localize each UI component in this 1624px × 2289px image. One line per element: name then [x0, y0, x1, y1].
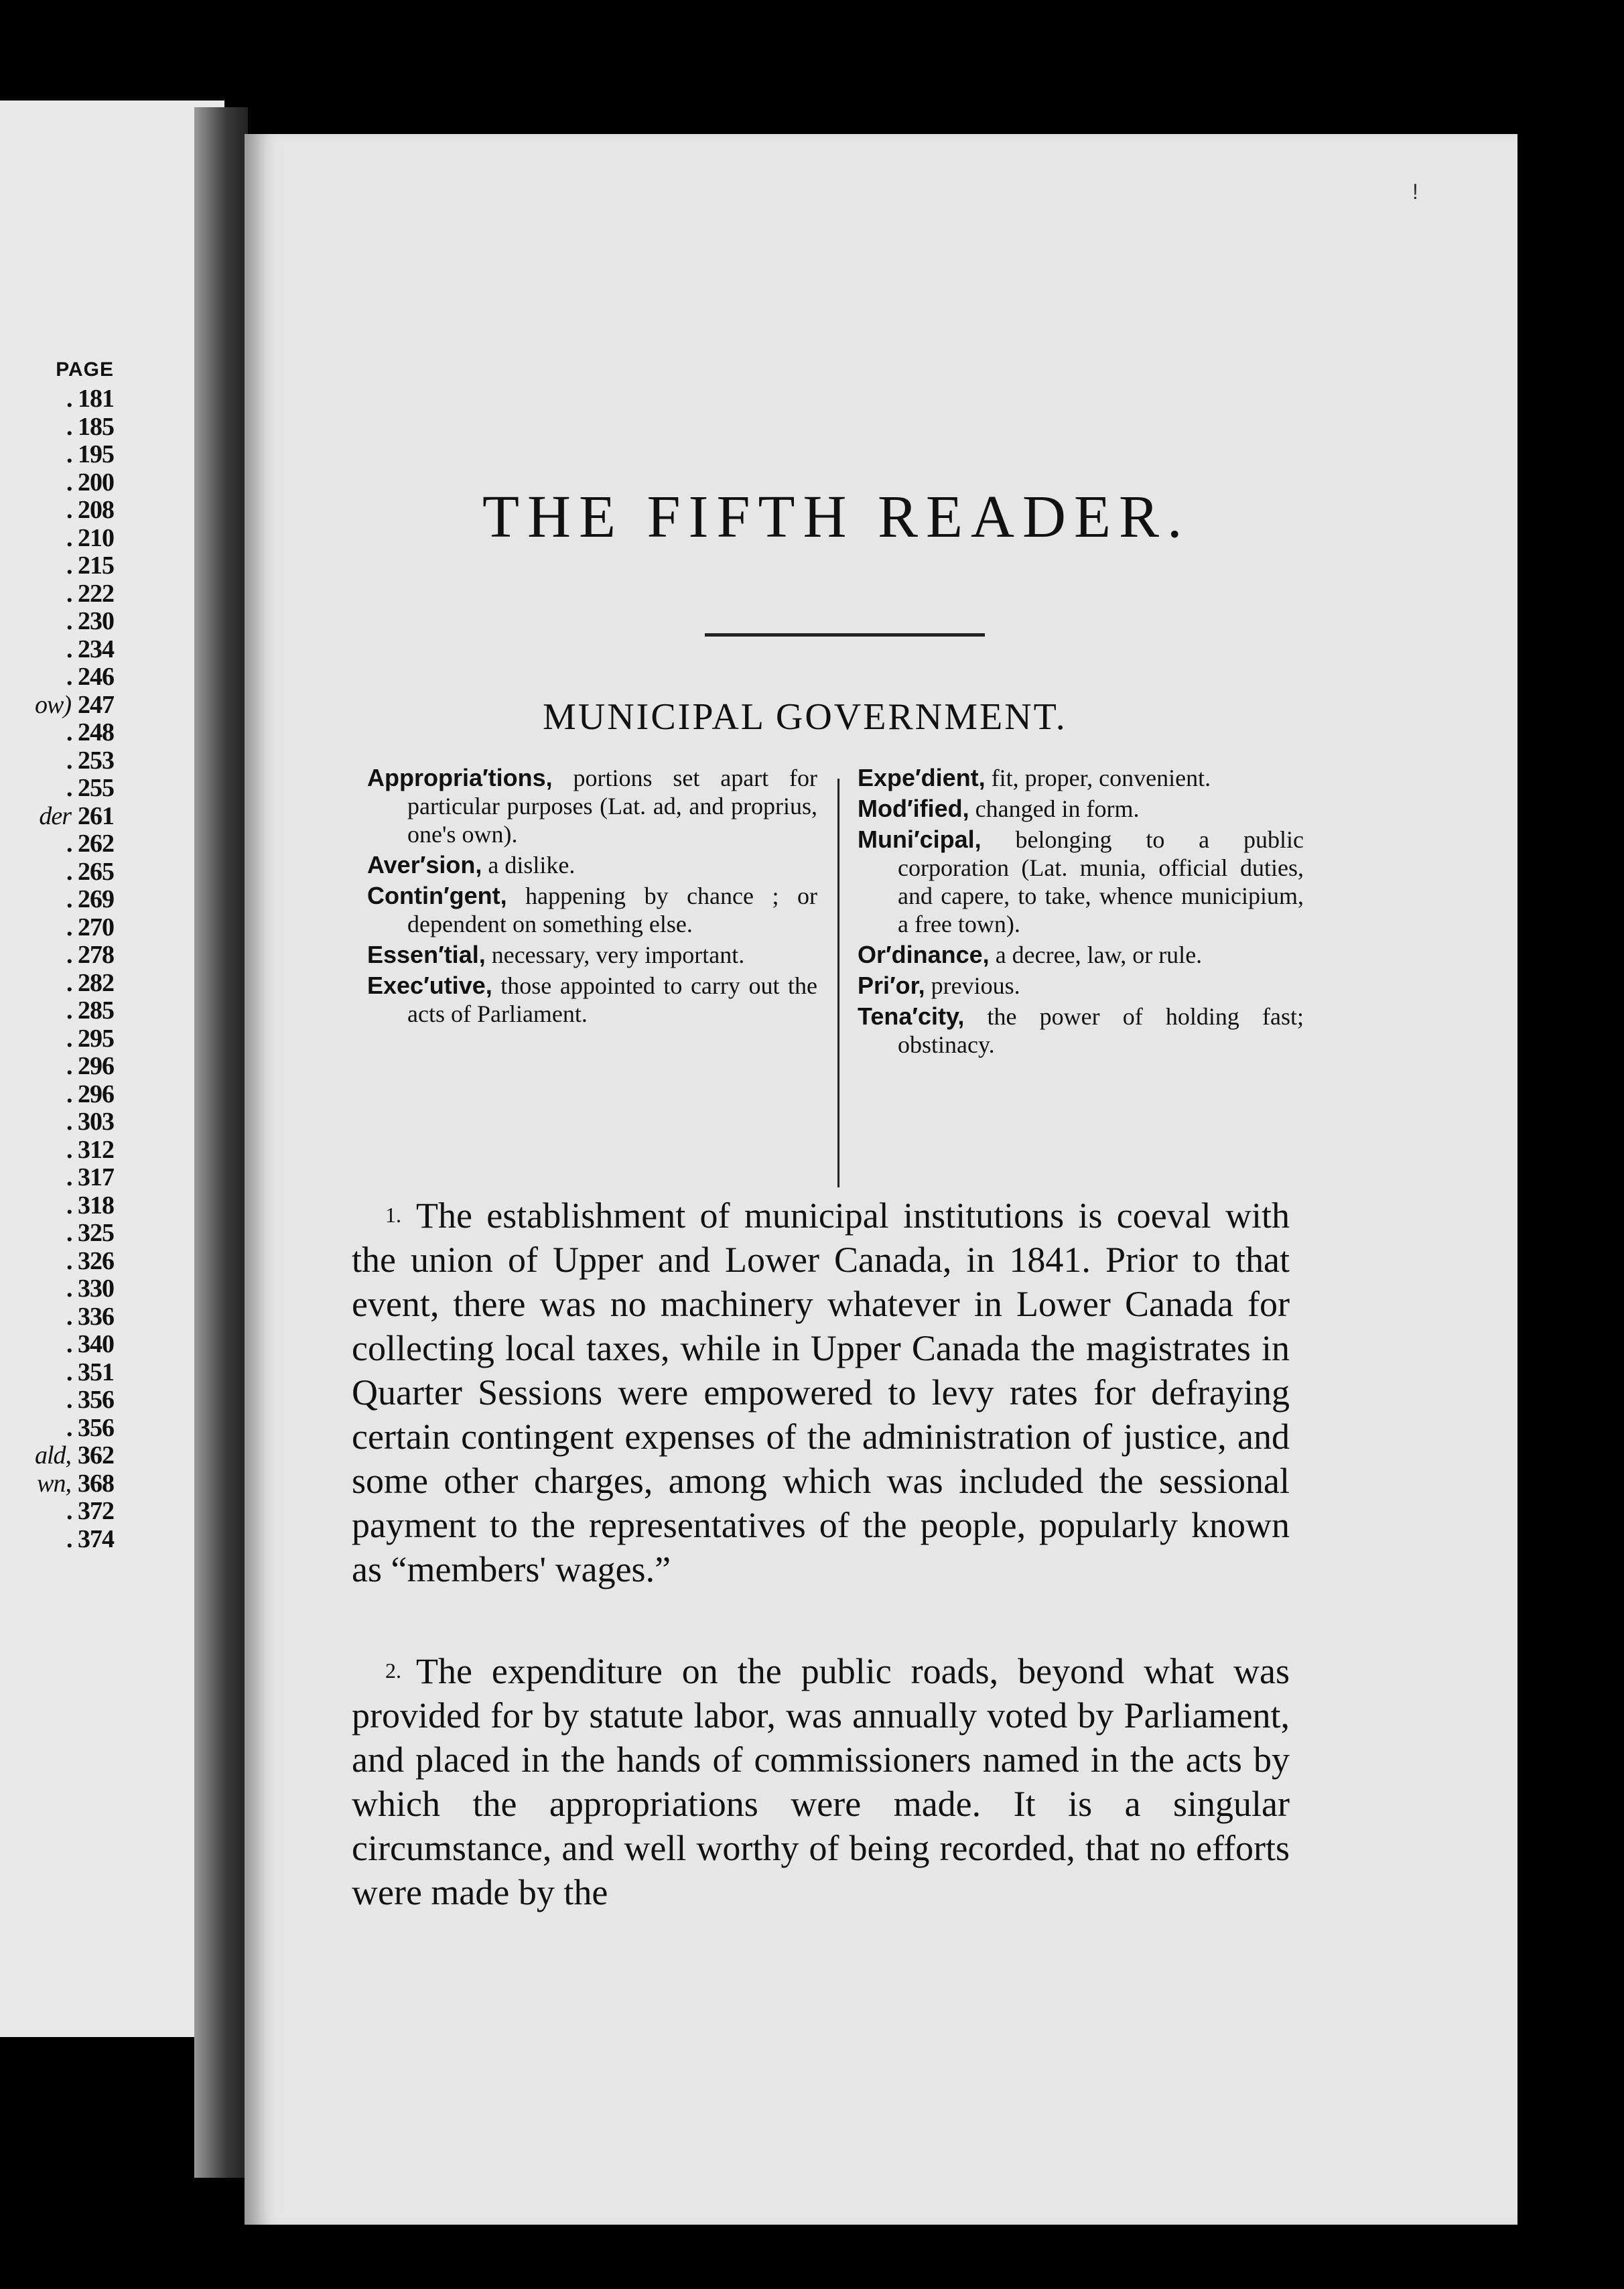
contents-page-number: 255 [78, 774, 114, 802]
contents-page-number: 222 [78, 579, 114, 608]
contents-page-number: 181 [78, 385, 114, 413]
vocabulary-column-right [858, 764, 1304, 1061]
vocabulary-term: Or′dinance, [858, 941, 990, 968]
leader-dot: . [66, 1302, 78, 1331]
contents-page-number: 295 [78, 1024, 114, 1053]
contents-page-number: 234 [78, 635, 114, 663]
book-gutter-shadow [194, 107, 248, 2178]
contents-page-number: 303 [78, 1108, 114, 1136]
contents-entry [0, 441, 114, 469]
vocabulary-entry [858, 1002, 1304, 1059]
contents-page-number: 270 [78, 913, 114, 941]
contents-page-number: 368 [78, 1469, 114, 1498]
contents-page-number: 362 [78, 1441, 114, 1469]
contents-page-number: 261 [78, 801, 114, 830]
paragraph-1 [352, 1193, 1290, 1591]
contents-entry [0, 1498, 114, 1526]
contents-entry [0, 1275, 114, 1303]
contents-entry [0, 886, 114, 914]
vocabulary-definition: happening by chance ; or dependent on something else. [407, 882, 817, 937]
leader-dot: . [66, 1163, 78, 1191]
leader-dot: . [66, 385, 78, 413]
leader-dot: . [66, 1246, 78, 1275]
leader-dot: . [66, 607, 78, 635]
contents-entry [0, 914, 114, 942]
contents-entry [0, 997, 114, 1025]
contents-entry [0, 1415, 114, 1443]
contents-entry [0, 1081, 114, 1109]
contents-page-number: 336 [78, 1302, 114, 1331]
leader-dot: . [66, 1358, 78, 1386]
contents-entry [0, 1136, 114, 1165]
vocabulary-term: Appropria′tions, [367, 764, 553, 791]
contents-page-number: 208 [78, 496, 114, 524]
contents-entry [0, 385, 114, 413]
contents-page-number: 215 [78, 551, 114, 580]
vocabulary-entry [858, 972, 1304, 1000]
vocabulary-definition: fit, proper, convenient. [985, 765, 1211, 791]
vocabulary-definition: necessary, very important. [485, 941, 745, 968]
contents-entry [0, 1359, 114, 1387]
contents-page-number: 248 [78, 718, 114, 746]
leader-dot: . [66, 1274, 78, 1303]
contents-entry [0, 1025, 114, 1053]
contents-entry [0, 1248, 114, 1276]
leader-dot: . [66, 412, 78, 441]
leader-dot: . [66, 523, 78, 552]
page-speck: ! [1412, 180, 1418, 204]
contents-entry [0, 1331, 114, 1359]
contents-page-number: 330 [78, 1274, 114, 1303]
contents-page-number: 265 [78, 857, 114, 886]
contents-entry [0, 803, 114, 831]
leader-dot: . [66, 996, 78, 1025]
contents-page-number: 325 [78, 1219, 114, 1247]
contents-entry [0, 692, 114, 720]
title-rule [705, 633, 985, 637]
leader-dot: . [66, 663, 78, 691]
vocabulary-term: Contin′gent, [367, 882, 507, 909]
contents-entry-title-fragment: ow) [35, 690, 71, 719]
contents-page-header: PAGE [56, 358, 114, 381]
leader-dot: . [66, 941, 78, 969]
lesson-title: MUNICIPAL GOVERNMENT. [543, 696, 1067, 738]
contents-page-number: 374 [78, 1524, 114, 1553]
vocabulary-term: Pri′or, [858, 972, 925, 999]
leader-dot: . [66, 1135, 78, 1164]
vocabulary-term: Expe′dient, [858, 764, 986, 791]
leader-dot: . [66, 1524, 78, 1553]
contents-page-number: 278 [78, 941, 114, 969]
contents-entry-title-fragment: ald, [34, 1441, 71, 1469]
contents-page-number: 340 [78, 1330, 114, 1358]
vocabulary-column-left [367, 764, 817, 1031]
contents-page-number: 285 [78, 996, 114, 1025]
vocabulary-column-divider [837, 779, 839, 1187]
contents-entry [0, 1108, 114, 1136]
paragraph-number: 2. [385, 1658, 401, 1683]
leader-dot: . [66, 1024, 78, 1053]
leader-dot: . [66, 1330, 78, 1358]
contents-entry [0, 1220, 114, 1248]
contents-entry [0, 1386, 114, 1415]
contents-entry [0, 663, 114, 692]
contents-entry [0, 525, 114, 553]
contents-entry [0, 1164, 114, 1192]
leader-dot: . [66, 746, 78, 775]
leader-dot: . [66, 830, 78, 858]
contents-entry [0, 497, 114, 525]
leader-dot: . [66, 579, 78, 608]
vocabulary-definition: those appointed to carry out the acts of Parliament. [407, 972, 817, 1027]
vocabulary-entry [367, 941, 817, 969]
contents-entry [0, 1192, 114, 1220]
vocabulary-term: Tena′city, [858, 1002, 965, 1030]
book-title: THE FIFTH READER. [482, 484, 1191, 550]
leader-dot: . [66, 635, 78, 663]
contents-page-number: 247 [78, 690, 114, 719]
vocabulary-entry [858, 795, 1304, 823]
vocabulary-definition: a dislike. [482, 852, 576, 878]
vocabulary-term: Essen′tial, [367, 941, 486, 968]
contents-page-list [0, 385, 114, 1553]
contents-page-number: 317 [78, 1163, 114, 1191]
leader-dot: . [66, 774, 78, 802]
contents-page-number: 326 [78, 1246, 114, 1275]
leader-dot: . [66, 1497, 78, 1525]
contents-page-number: 318 [78, 1191, 114, 1220]
contents-entry [0, 608, 114, 636]
vocabulary-entry [367, 851, 817, 879]
vocabulary-definition: changed in form. [969, 795, 1140, 822]
vocabulary-definition: portions set apart for particular purposes (Lat. ad, and proprius, one's own). [407, 765, 817, 848]
contents-page-number: 195 [78, 440, 114, 468]
contents-page-number: 230 [78, 607, 114, 635]
leader-dot: . [66, 1052, 78, 1080]
contents-entry [0, 469, 114, 497]
vocabulary-entry [367, 972, 817, 1028]
leader-dot: . [66, 968, 78, 997]
vocabulary-entry [858, 826, 1304, 938]
contents-entry [0, 636, 114, 664]
leader-dot: . [66, 1080, 78, 1108]
vocabulary-entry [858, 764, 1304, 792]
leader-dot: . [66, 885, 78, 913]
leader-dot: . [66, 1413, 78, 1442]
vocabulary-term: Mod′ified, [858, 795, 969, 822]
contents-entry [0, 941, 114, 970]
contents-page-number: 185 [78, 412, 114, 441]
vocabulary-definition: previous. [925, 972, 1020, 999]
leader-dot: . [66, 718, 78, 746]
contents-entry-title-fragment: der [39, 801, 71, 830]
vocabulary-definition: belonging to a public corporation (Lat. munia, official duties, and capere, to take, whence municipium, a free town). [898, 826, 1304, 937]
contents-entry [0, 719, 114, 747]
contents-page-number: 246 [78, 663, 114, 691]
paragraph-2 [352, 1648, 1290, 1914]
contents-page-number: 269 [78, 885, 114, 913]
vocabulary-entry [367, 764, 817, 848]
leader-dot: . [66, 1219, 78, 1247]
contents-entry [0, 1303, 114, 1331]
contents-page-number: 282 [78, 968, 114, 997]
contents-entry [0, 858, 114, 887]
contents-entry [0, 1053, 114, 1081]
vocabulary-entry [858, 941, 1304, 969]
contents-page-number: 312 [78, 1135, 114, 1164]
contents-page-number: 356 [78, 1413, 114, 1442]
contents-page-number: 262 [78, 830, 114, 858]
leader-dot: . [66, 496, 78, 524]
contents-entry [0, 970, 114, 998]
contents-page-number: 356 [78, 1386, 114, 1414]
leader-dot: . [66, 1108, 78, 1136]
leader-dot: . [66, 440, 78, 468]
vocabulary-term: Aver′sion, [367, 851, 482, 878]
leader-dot: . [66, 468, 78, 497]
contents-page-number: 296 [78, 1052, 114, 1080]
vocabulary-definition: the power of holding fast; obstinacy. [898, 1003, 1304, 1058]
contents-entry [0, 747, 114, 775]
contents-page-number: 296 [78, 1080, 114, 1108]
leader-dot: . [66, 857, 78, 886]
contents-entry [0, 580, 114, 608]
paragraph-text: The expenditure on the public roads, beyond what was provided for by statute labor, was annually voted by Parliament, and placed in the hands of commissioners named in the acts by which the appropriations were made. It is a singular circumstance, and well worthy of being recorded, that no efforts were made by the [352, 1651, 1290, 1912]
contents-entry [0, 552, 114, 580]
contents-page-number: 351 [78, 1358, 114, 1386]
vocabulary-definition: a decree, law, or rule. [989, 941, 1203, 968]
paragraph-number: 1. [385, 1203, 401, 1227]
contents-entry [0, 1526, 114, 1554]
leader-dot: . [66, 913, 78, 941]
contents-page-number: 253 [78, 746, 114, 775]
leader-dot: . [66, 1386, 78, 1414]
vocabulary-term: Exec′utive, [367, 972, 492, 999]
leader-dot: . [66, 551, 78, 580]
paragraph-text: The establishment of municipal institutions is coeval with the union of Upper and Lower Canada, in 1841. Prior to that event, there was no machinery whatever in Lower Canada for collecting local taxes, while in Upper Canada the magistrates in Quarter Sessions were empowered to levy rates for defraying certain contingent expenses of the administration of justice, and some other charges, among which was included the sessional payment to the representatives of the people, popularly known as “members' wages.” [352, 1195, 1290, 1589]
vocabulary-term: Muni′cipal, [858, 826, 982, 853]
contents-page-number: 210 [78, 523, 114, 552]
contents-entry [0, 1442, 114, 1470]
contents-entry [0, 413, 114, 442]
leader-dot: . [66, 1191, 78, 1220]
contents-entry [0, 775, 114, 803]
vocabulary-entry [367, 882, 817, 938]
contents-entry [0, 1470, 114, 1498]
contents-entry-title-fragment: wn, [37, 1469, 71, 1498]
contents-entry [0, 830, 114, 858]
contents-page-number: 200 [78, 468, 114, 497]
contents-page-number: 372 [78, 1497, 114, 1525]
